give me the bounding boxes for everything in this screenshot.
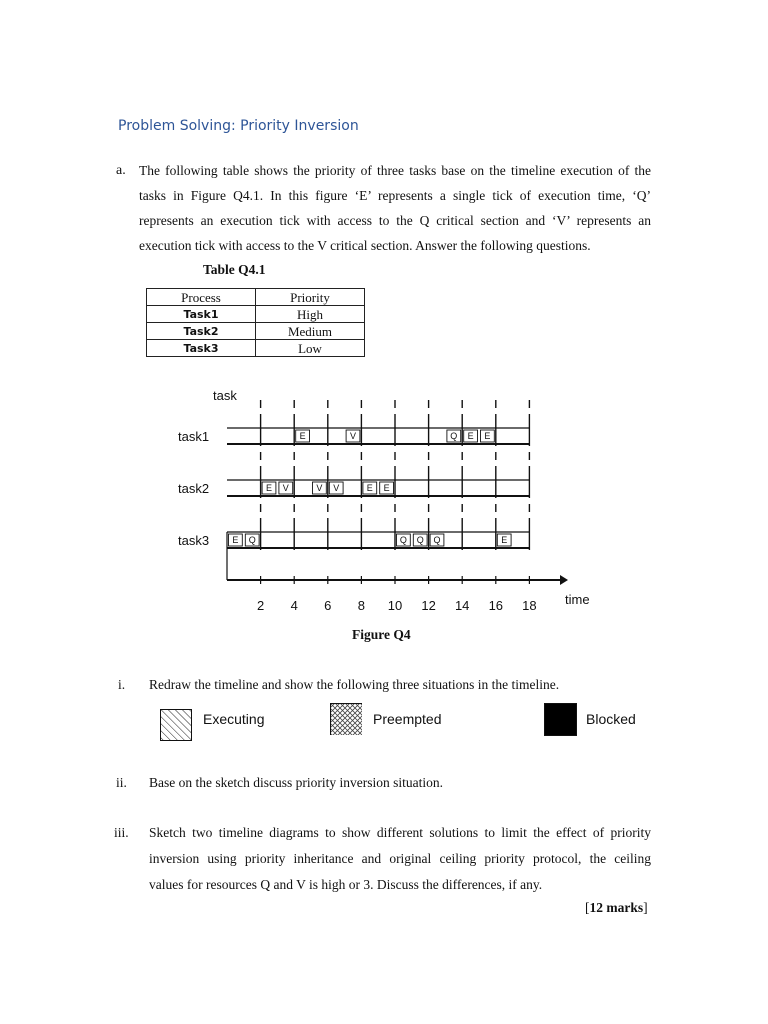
- marks-label: [12 marks]: [585, 900, 648, 915]
- exec-tick-label: Q: [433, 535, 441, 545]
- row-label-task2: task2: [178, 481, 210, 496]
- exec-tick-label: E: [299, 431, 306, 441]
- blocked-swatch-icon: [544, 703, 577, 736]
- item-ii-text: Base on the sketch discuss priority inversion situation.: [149, 775, 443, 790]
- exec-tick-label: V: [316, 483, 323, 493]
- exec-tick-label: E: [383, 483, 390, 493]
- exec-tick-label: E: [484, 431, 491, 441]
- x-tick-label: 14: [454, 598, 470, 613]
- x-tick-label: 2: [256, 598, 265, 613]
- table-header-row: [147, 289, 365, 306]
- question-a-line-1: The following table shows the priority of three tasks base on the timeline execution of the: [139, 163, 651, 178]
- process-cell: Task3: [147, 340, 256, 357]
- row-label-task1: task1: [178, 429, 210, 444]
- priority-cell: Medium: [256, 323, 365, 340]
- y-axis-label: task: [213, 388, 237, 403]
- row-label-task3: task3: [178, 533, 210, 548]
- item-i-text: Redraw the timeline and show the following three situations in the timeline.: [149, 677, 560, 692]
- x-tick-label: 16: [488, 598, 504, 613]
- figure-caption: Figure Q4: [352, 627, 411, 642]
- process-cell: Task2: [147, 323, 256, 340]
- item-i-label: i.: [118, 677, 126, 692]
- table-row: [147, 340, 365, 357]
- header-process: Process: [147, 289, 256, 306]
- exec-tick-label: E: [265, 483, 273, 493]
- executing-swatch-icon: [160, 709, 192, 741]
- exec-tick-label: Q: [416, 535, 424, 545]
- priority-cell: Low: [256, 340, 365, 357]
- priority-table: [146, 288, 365, 357]
- x-axis-label: time: [565, 592, 590, 607]
- question-a-line-2: tasks in Figure Q4.1. In this figure ‘E’ represents a single tick of execution time, ‘Q’: [139, 188, 651, 203]
- exec-tick-label: E: [232, 535, 239, 545]
- question-a-line-3: represents an execution tick with access to the Q critical section and ‘V’ represents an: [139, 213, 651, 228]
- item-iii-line-3: values for resources Q and V is high or 3. Discuss the differences, if any.: [149, 877, 543, 892]
- exec-tick-label: Q: [399, 535, 407, 545]
- item-iii-line-2: inversion using priority inheritance and original ceiling priority protocol, the ceiling: [149, 851, 651, 866]
- preempted-swatch-icon: [330, 703, 362, 735]
- time-axis-arrow-icon: [560, 575, 568, 585]
- x-tick-label: 18: [522, 598, 537, 613]
- x-tick-label: 6: [324, 598, 332, 613]
- exec-tick-label: Q: [248, 535, 256, 545]
- process-cell: Task1: [147, 306, 256, 323]
- item-iii-label: iii.: [114, 825, 129, 840]
- exec-tick-label: Q: [450, 431, 458, 441]
- question-a-label: a.: [116, 163, 126, 178]
- item-iii-line-1: Sketch two timeline diagrams to show different solutions to limit the effect of priority: [149, 825, 651, 840]
- table-title: Table Q4.1: [203, 262, 266, 277]
- table-row: [147, 323, 365, 340]
- exec-tick-label: E: [501, 535, 508, 545]
- question-a-line-4: execution tick with access to the V critical section. Answer the following questions.: [139, 238, 591, 253]
- x-tick-label: 10: [387, 598, 403, 613]
- exec-tick-label: E: [467, 431, 474, 441]
- legend-blocked-label: Blocked: [586, 711, 636, 727]
- exec-tick-label: E: [366, 483, 373, 493]
- table-row: [147, 306, 365, 323]
- marks-value: 12 marks: [589, 900, 644, 915]
- exec-tick-label: V: [349, 431, 357, 441]
- timeline-figure: [0, 380, 768, 620]
- section-heading: Problem Solving: Priority Inversion: [118, 118, 359, 134]
- item-ii-label: ii.: [116, 775, 127, 790]
- header-priority: Priority: [256, 289, 365, 306]
- legend-preempted-label: Preempted: [373, 711, 442, 727]
- exec-tick-label: V: [333, 483, 340, 493]
- x-tick-label: 12: [421, 598, 436, 613]
- legend-executing-label: Executing: [203, 711, 265, 727]
- x-tick-label: 8: [357, 598, 366, 613]
- priority-cell: High: [256, 306, 365, 323]
- x-tick-label: 4: [290, 598, 298, 613]
- exec-tick-label: V: [282, 483, 289, 493]
